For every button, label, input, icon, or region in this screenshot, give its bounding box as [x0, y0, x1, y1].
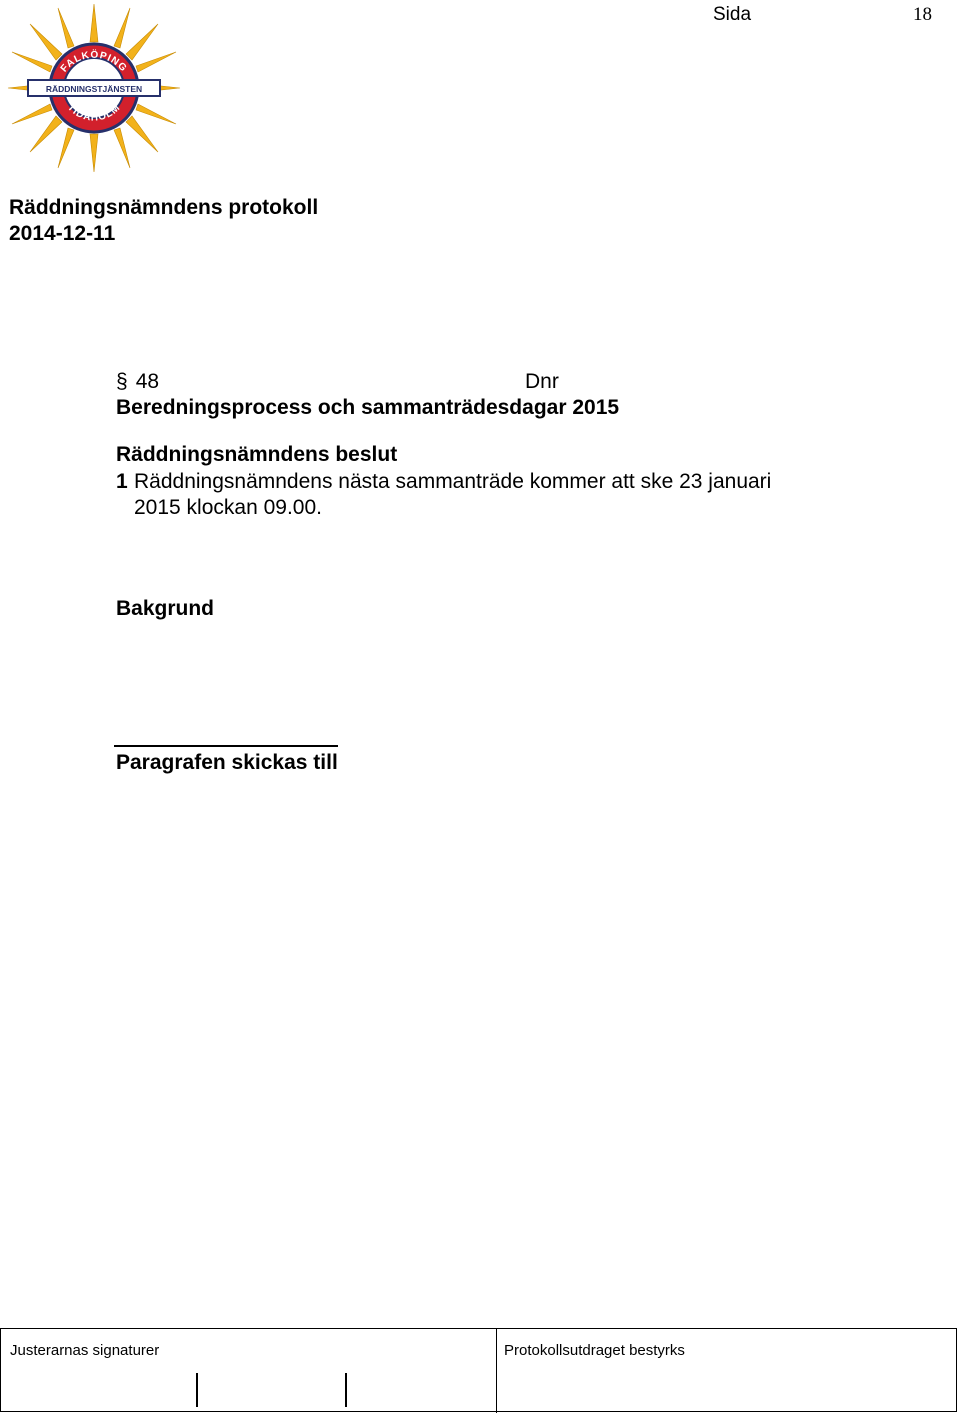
- signature-footer: [0, 1328, 957, 1412]
- dnr-label: Dnr: [525, 370, 559, 393]
- decision-text-line1: Räddningsnämndens nästa sammanträde kommer att ske 23 januari: [134, 470, 772, 493]
- footer-divider: [496, 1329, 497, 1413]
- fire-service-logo: [6, 2, 182, 174]
- send-to-heading: Paragrafen skickas till: [116, 751, 338, 774]
- decision-text-line2: 2015 klockan 09.00.: [134, 496, 322, 519]
- signature-mark: [345, 1373, 347, 1407]
- section-title: Beredningsprocess och sammanträdesdagar 2015: [116, 396, 620, 419]
- section-number: 48: [135, 370, 160, 393]
- decision-number: 1: [116, 470, 128, 493]
- page-label: Sida: [713, 4, 752, 25]
- logo-middle-text: RÄDDNINGSTJÄNSTEN: [45, 84, 143, 94]
- document-title: Räddningsnämndens protokoll: [9, 196, 319, 219]
- decision-item: [116, 469, 836, 521]
- background-heading: Bakgrund: [116, 597, 215, 620]
- section-sign: §: [116, 370, 128, 393]
- logo-bottom-text: TIDAHOLM: [65, 102, 123, 124]
- page-number: 18: [913, 4, 932, 25]
- signature-mark: [196, 1373, 198, 1407]
- divider-line: [114, 745, 338, 747]
- section-number-row: [116, 370, 159, 394]
- signatures-label: Justerarnas signaturer: [10, 1342, 160, 1359]
- document-date: 2014-12-11: [9, 222, 116, 245]
- certified-label: Protokollsutdraget bestyrks: [504, 1342, 685, 1359]
- decision-heading: Räddningsnämndens beslut: [116, 443, 398, 466]
- logo-top-text: FALKÖPING: [58, 49, 130, 75]
